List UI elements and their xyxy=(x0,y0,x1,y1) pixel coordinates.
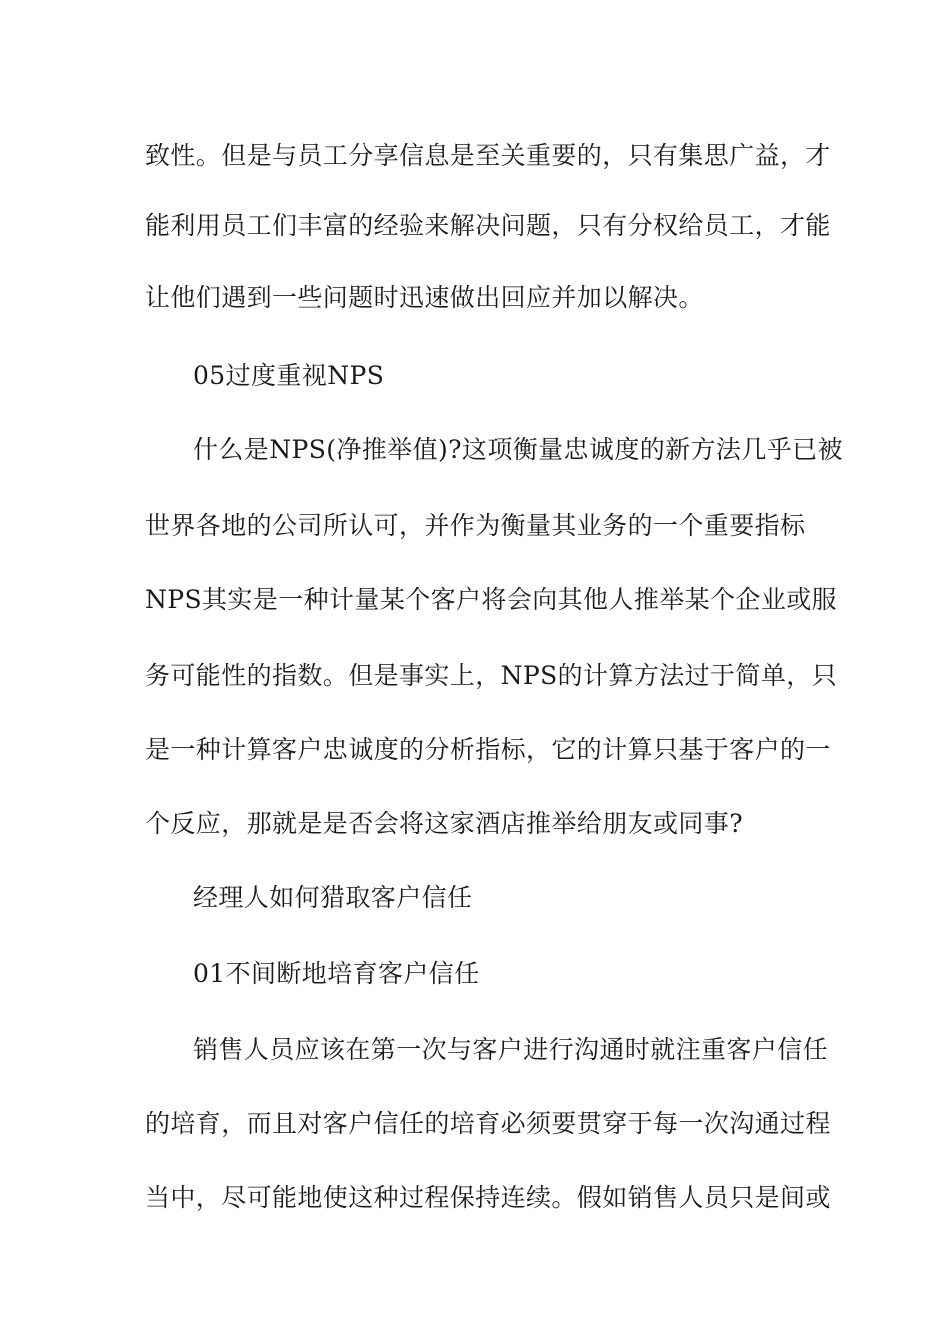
subsection-heading: 01不间断地培育客户信任 xyxy=(193,959,480,988)
body-text-line: 能利用员工们丰富的经验来解决问题，只有分权给员工，才能 xyxy=(145,211,831,240)
body-text-line: 让他们遇到一些问题时迅速做出回应并加以解决。 xyxy=(145,283,704,312)
body-text-line: 务可能性的指数。但是事实上，NPS的计算方法过于简单，只 xyxy=(145,661,838,690)
body-text-line: 当中，尽可能地使这种过程保持连续。假如销售人员只是间或 xyxy=(145,1183,831,1212)
section-heading: 05过度重视NPS xyxy=(193,361,385,390)
paragraph-first-line: 销售人员应该在第一次与客户进行沟通时就注重客户信任 xyxy=(193,1035,829,1064)
body-text-line: 致性。但是与员工分享信息是至关重要的，只有集思广益，才 xyxy=(145,141,831,170)
paragraph-first-line: 什么是NPS(净推举值)?这项衡量忠诚度的新方法几乎已被 xyxy=(193,435,843,464)
body-text-line: 的培育，而且对客户信任的培育必须要贯穿于每一次沟通过程 xyxy=(145,1109,831,1138)
body-text-line: NPS其实是一种计量某个客户将会向其他人推举某个企业或服 xyxy=(145,585,838,614)
body-text-line: 世界各地的公司所认可，并作为衡量其业务的一个重要指标 xyxy=(145,511,806,540)
body-text-line: 个反应，那就是是否会将这家酒店推举给朋友或同事? xyxy=(145,809,744,838)
body-text-line: 是一种计算客户忠诚度的分析指标，它的计算只基于客户的一 xyxy=(145,735,831,764)
section-heading: 经理人如何猎取客户信任 xyxy=(193,883,473,912)
